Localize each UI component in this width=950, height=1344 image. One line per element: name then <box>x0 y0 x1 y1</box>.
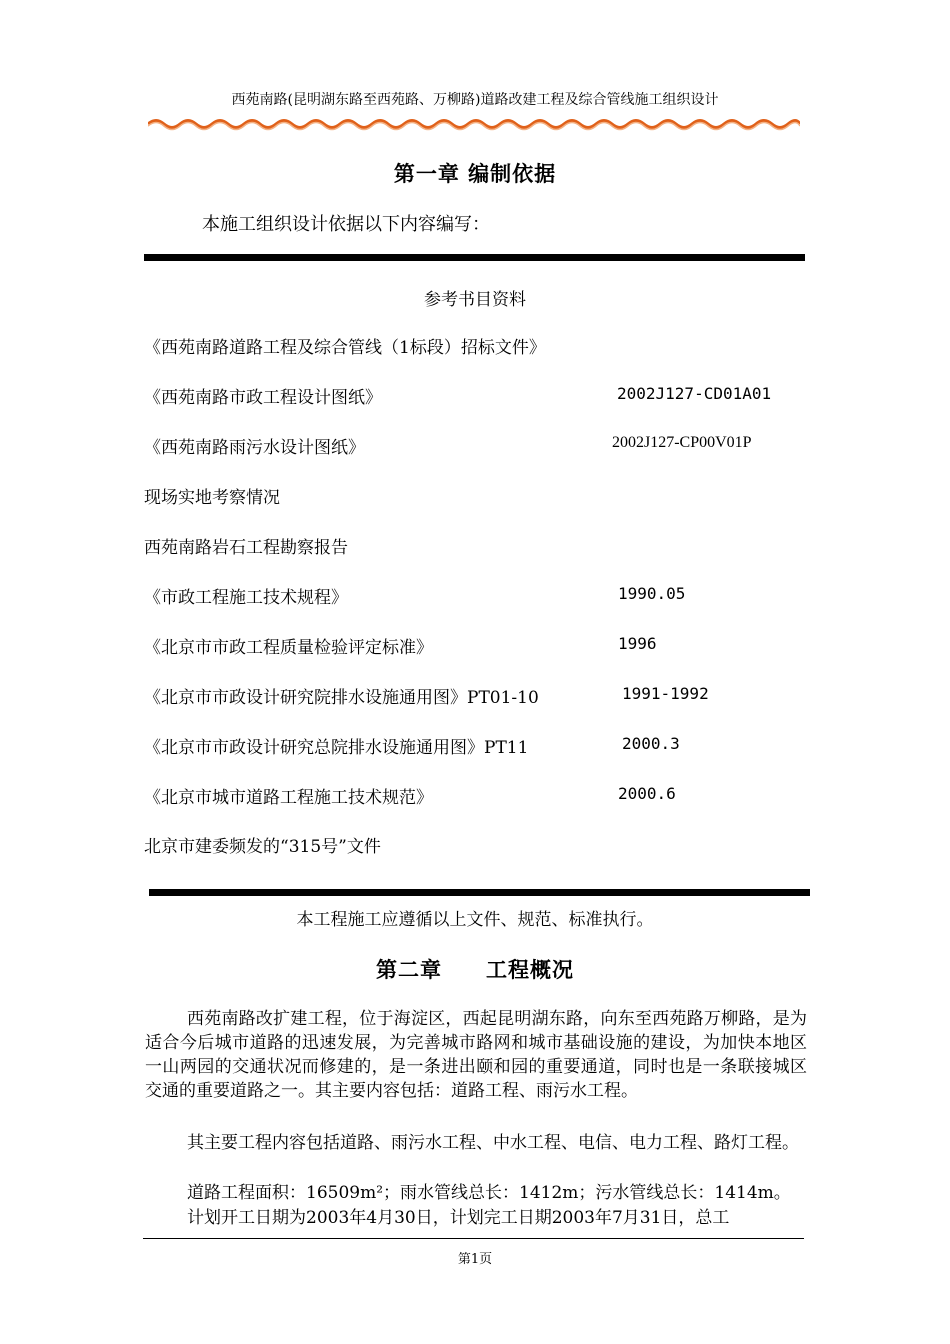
reference-item-code: 1996 <box>618 634 657 653</box>
reference-item-name: 《北京市市政设计研究院排水设施通用图》PT01-10 <box>144 688 539 708</box>
table-top-rule <box>144 254 805 261</box>
reference-item-name: 《西苑南路市政工程设计图纸》 <box>144 388 382 408</box>
running-header: 西苑南路(昆明湖东路至西苑路、万柳路)道路改建工程及综合管线施工组织设计 <box>231 92 719 108</box>
reference-item-code: 2000.3 <box>622 734 680 753</box>
reference-item-name: 《市政工程施工技术规程》 <box>144 588 348 608</box>
reference-item-name: 《北京市市政工程质量检验评定标准》 <box>144 638 433 658</box>
chapter1-intro: 本施工组织设计依据以下内容编写： <box>202 214 490 235</box>
decorative-wave-divider <box>148 116 800 132</box>
reference-item-code: 1991-1992 <box>622 684 709 703</box>
page-number: 第1页 <box>457 1252 493 1267</box>
reference-item-name: 《西苑南路雨污水设计图纸》 <box>144 438 365 458</box>
footer-rule <box>143 1238 804 1239</box>
chapter2-paragraph: 计划开工日期为2003年4月30日，计划完工日期2003年7月31日，总工 <box>187 1208 730 1228</box>
reference-item-name: 西苑南路岩石工程勘察报告 <box>144 538 348 558</box>
reference-item-name: 《北京市城市道路工程施工技术规范》 <box>144 788 433 808</box>
reference-item-name: 现场实地考察情况 <box>144 488 280 508</box>
reference-item-code: 2002J127-CP00V01P <box>612 434 752 451</box>
chapter2-paragraph: 其主要工程内容包括道路、雨污水工程、中水工程、电信、电力工程、路灯工程。 <box>187 1133 799 1153</box>
chapter1-title: 第一章 编制依据 <box>393 161 557 186</box>
reference-item-code: 2000.6 <box>618 784 676 803</box>
chapter2-paragraph: 道路工程面积：16509m²；雨水管线总长：1412m；污水管线总长：1414m。 <box>187 1183 791 1203</box>
chapter2-title: 第二章 工程概况 <box>376 957 574 982</box>
reference-item-name: 北京市建委频发的“315号”文件 <box>144 837 381 857</box>
reference-item-name: 《北京市市政设计研究总院排水设施通用图》PT11 <box>144 738 529 758</box>
chapter2-paragraph: 西苑南路改扩建工程，位于海淀区，西起昆明湖东路，向东至西苑路万柳路，是为适合今后城市道路的迅速发展，为完善城市路网和城市基础设施的建设，为加快本地区一山两园的交通状况而修建的，是一条进出颐和园的重要通道，同时也是一条联接城区交通的重要道路之一。其主要内容包括：道路工程、雨污水工程。 <box>145 1009 807 1101</box>
reference-table-caption: 参考书目资料 <box>424 290 526 310</box>
reference-item-code: 2002J127-CD01A01 <box>617 384 772 403</box>
table-bottom-rule <box>149 889 810 896</box>
reference-item-code: 1990.05 <box>618 584 686 603</box>
chapter1-follow-text: 本工程施工应遵循以上文件、规范、标准执行。 <box>296 910 654 930</box>
reference-item-name: 《西苑南路道路工程及综合管线（1标段）招标文件》 <box>144 338 546 358</box>
